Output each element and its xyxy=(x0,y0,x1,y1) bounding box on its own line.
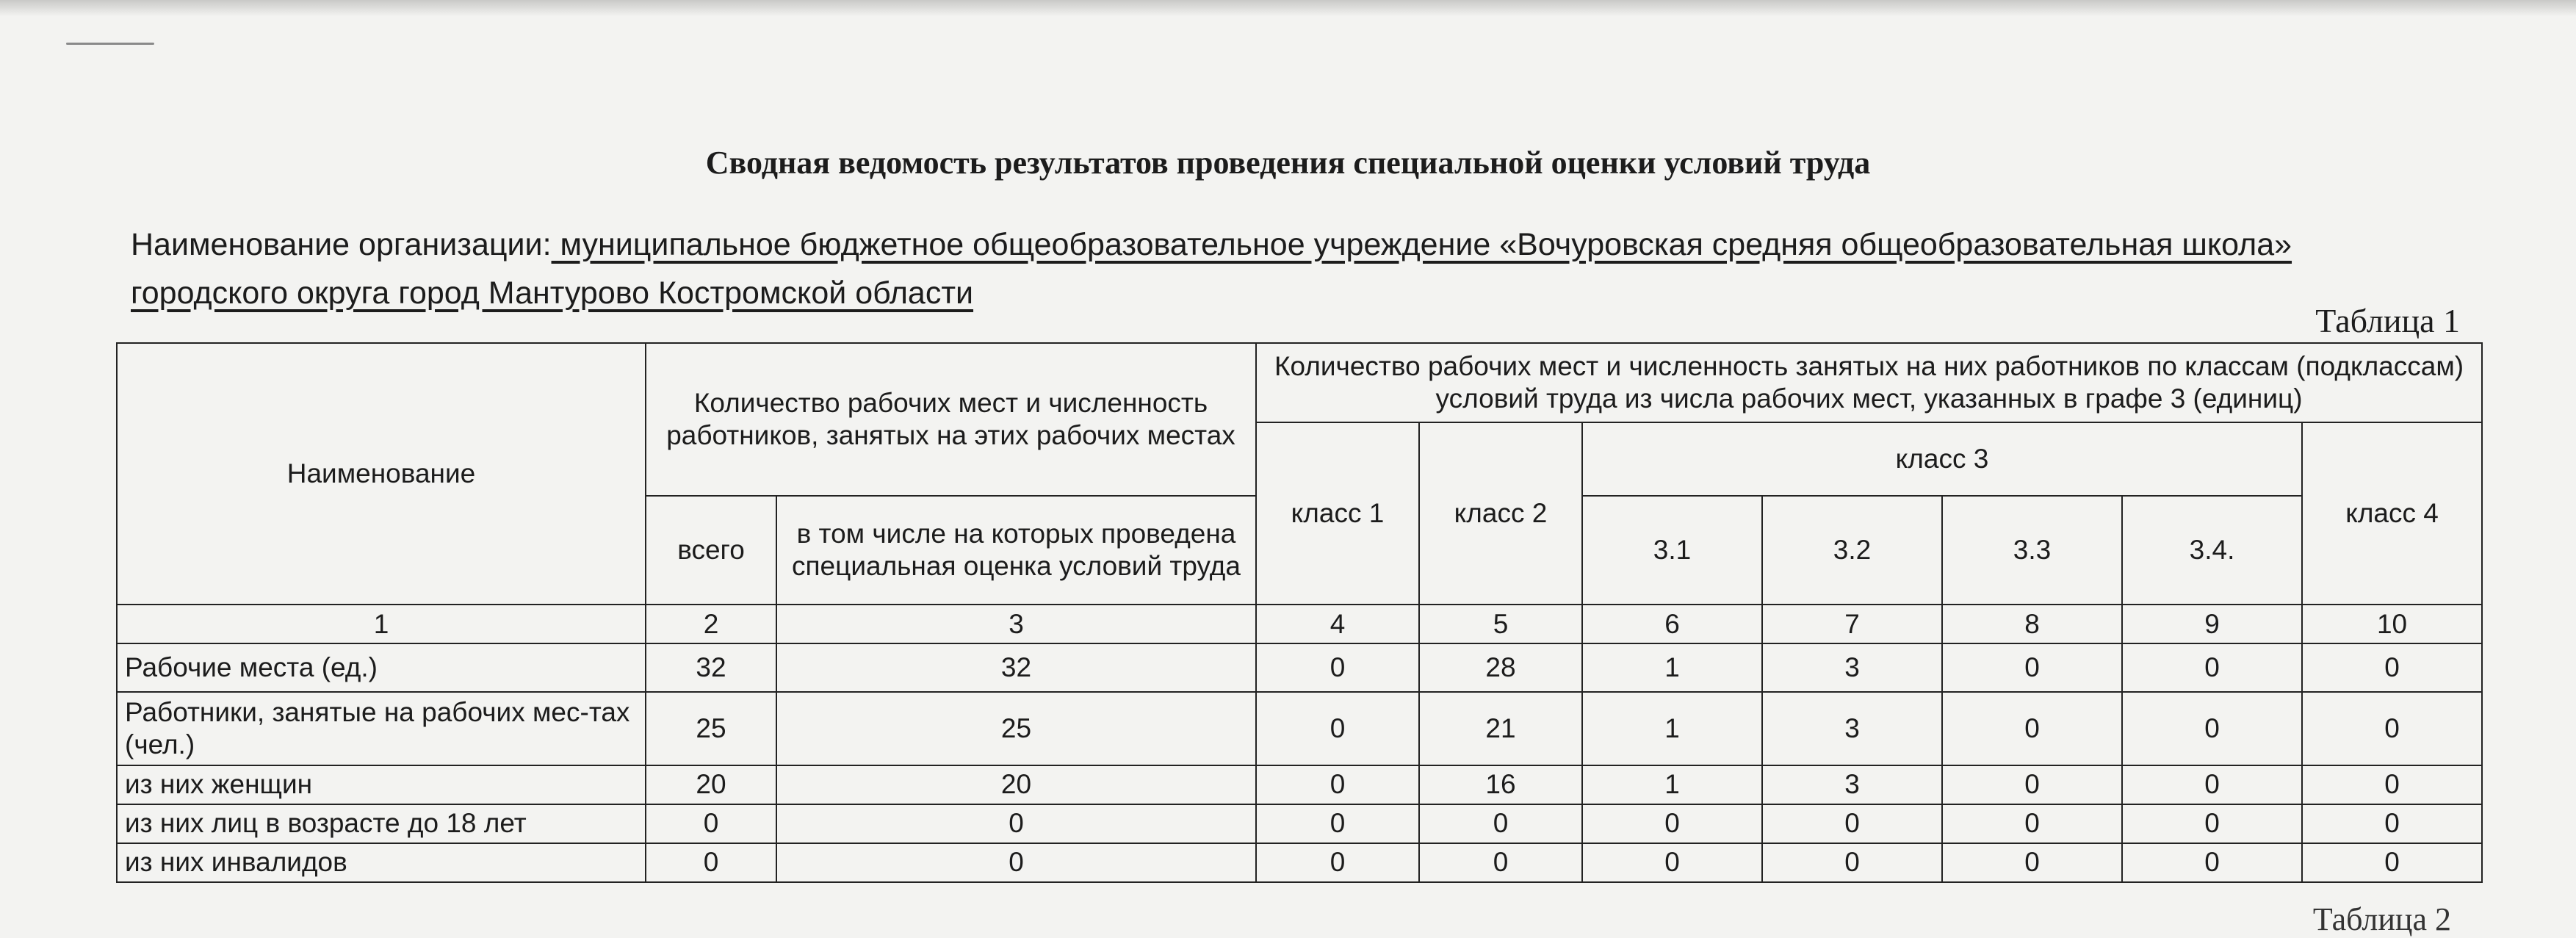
cell-value: 0 xyxy=(1256,765,1419,804)
cell-value: 1 xyxy=(1582,643,1762,692)
header-sub34: 3.4. xyxy=(2122,496,2302,605)
cell-value: 20 xyxy=(646,765,776,804)
cell-value: 21 xyxy=(1419,692,1582,765)
cell-value: 25 xyxy=(646,692,776,765)
organization-name-line1: муниципальное бюджетное общеобразовательное учреждение «Вочуровская средняя общеобразовательная школа» xyxy=(551,227,2292,262)
header-class1: класс 1 xyxy=(1256,422,1419,605)
table-row xyxy=(117,692,2482,765)
cell-value: 0 xyxy=(1256,804,1419,843)
cell-value: 0 xyxy=(1256,643,1419,692)
column-numbers-row xyxy=(117,605,2482,643)
cell-value: 16 xyxy=(1419,765,1582,804)
column-number: 9 xyxy=(2122,605,2302,643)
cell-value: 1 xyxy=(1582,765,1762,804)
cell-value: 1 xyxy=(1582,692,1762,765)
cell-value: 0 xyxy=(1582,843,1762,882)
cell-value: 0 xyxy=(1256,843,1419,882)
cell-value: 0 xyxy=(2302,804,2482,843)
cell-value: 0 xyxy=(1942,643,2122,692)
cell-value: 3 xyxy=(1762,765,1942,804)
cell-value: 0 xyxy=(2122,692,2302,765)
column-number: 4 xyxy=(1256,605,1419,643)
row-name: из них лиц в возрасте до 18 лет xyxy=(117,804,646,843)
cell-value: 0 xyxy=(1256,692,1419,765)
pen-mark xyxy=(66,43,154,45)
header-classes-group: Количество рабочих мест и численность занятых на них работников по классам (подклассам) условий труда из числа рабочих мест, указанных в графе 3 (единиц) xyxy=(1256,343,2482,422)
cell-value: 0 xyxy=(2302,692,2482,765)
cell-value: 32 xyxy=(646,643,776,692)
table-row xyxy=(117,843,2482,882)
cell-value: 0 xyxy=(776,804,1256,843)
table-row xyxy=(117,765,2482,804)
cell-value: 0 xyxy=(2122,765,2302,804)
scan-shadow xyxy=(0,0,2576,16)
column-number: 7 xyxy=(1762,605,1942,643)
cell-value: 28 xyxy=(1419,643,1582,692)
cell-value: 0 xyxy=(2302,843,2482,882)
column-number: 10 xyxy=(2302,605,2482,643)
cell-value: 3 xyxy=(1762,692,1942,765)
row-name: Рабочие места (ед.) xyxy=(117,643,646,692)
column-number: 1 xyxy=(117,605,646,643)
results-table xyxy=(116,342,2483,883)
cell-value: 0 xyxy=(1419,843,1582,882)
cell-value: 0 xyxy=(1762,843,1942,882)
header-name: Наименование xyxy=(117,343,646,605)
header-count-group: Количество рабочих мест и численность работников, занятых на этих рабочих местах xyxy=(646,343,1256,496)
organization-block xyxy=(131,220,2481,317)
table-row xyxy=(117,804,2482,843)
cell-value: 0 xyxy=(1762,804,1942,843)
cell-value: 0 xyxy=(776,843,1256,882)
column-number: 8 xyxy=(1942,605,2122,643)
cell-value: 25 xyxy=(776,692,1256,765)
organization-label: Наименование организации: xyxy=(131,227,552,262)
cell-value: 0 xyxy=(1942,843,2122,882)
organization-name-line2: городского округа город Мантурово Костромской области xyxy=(131,275,974,311)
row-name: Работники, занятые на рабочих мес-тах (чел.) xyxy=(117,692,646,765)
cell-value: 0 xyxy=(1419,804,1582,843)
document-title: Сводная ведомость результатов проведения специальной оценки условий труда xyxy=(705,145,1871,181)
column-number: 5 xyxy=(1419,605,1582,643)
header-sub31: 3.1 xyxy=(1582,496,1762,605)
table-label: Таблица 1 xyxy=(2315,302,2460,339)
cell-value: 0 xyxy=(2122,804,2302,843)
row-name: из них женщин xyxy=(117,765,646,804)
header-class4: класс 4 xyxy=(2302,422,2482,605)
header-class2: класс 2 xyxy=(1419,422,1582,605)
cell-value: 0 xyxy=(2302,765,2482,804)
cell-value: 0 xyxy=(2302,643,2482,692)
cell-value: 32 xyxy=(776,643,1256,692)
cell-value: 20 xyxy=(776,765,1256,804)
next-table-label: Таблица 2 xyxy=(2312,901,2451,937)
header-sub32: 3.2 xyxy=(1762,496,1942,605)
table-row xyxy=(117,643,2482,692)
cell-value: 0 xyxy=(2122,843,2302,882)
column-number: 2 xyxy=(646,605,776,643)
cell-value: 3 xyxy=(1762,643,1942,692)
row-name: из них инвалидов xyxy=(117,843,646,882)
cell-value: 0 xyxy=(646,843,776,882)
column-number: 3 xyxy=(776,605,1256,643)
cell-value: 0 xyxy=(1942,804,2122,843)
cell-value: 0 xyxy=(1942,692,2122,765)
column-number: 6 xyxy=(1582,605,1762,643)
header-total: всего xyxy=(646,496,776,605)
header-class3: класс 3 xyxy=(1582,422,2302,496)
header-sub33: 3.3 xyxy=(1942,496,2122,605)
cell-value: 0 xyxy=(2122,643,2302,692)
header-assessed: в том числе на которых проведена специальная оценка условий труда xyxy=(776,496,1256,605)
cell-value: 0 xyxy=(1582,804,1762,843)
cell-value: 0 xyxy=(1942,765,2122,804)
cell-value: 0 xyxy=(646,804,776,843)
